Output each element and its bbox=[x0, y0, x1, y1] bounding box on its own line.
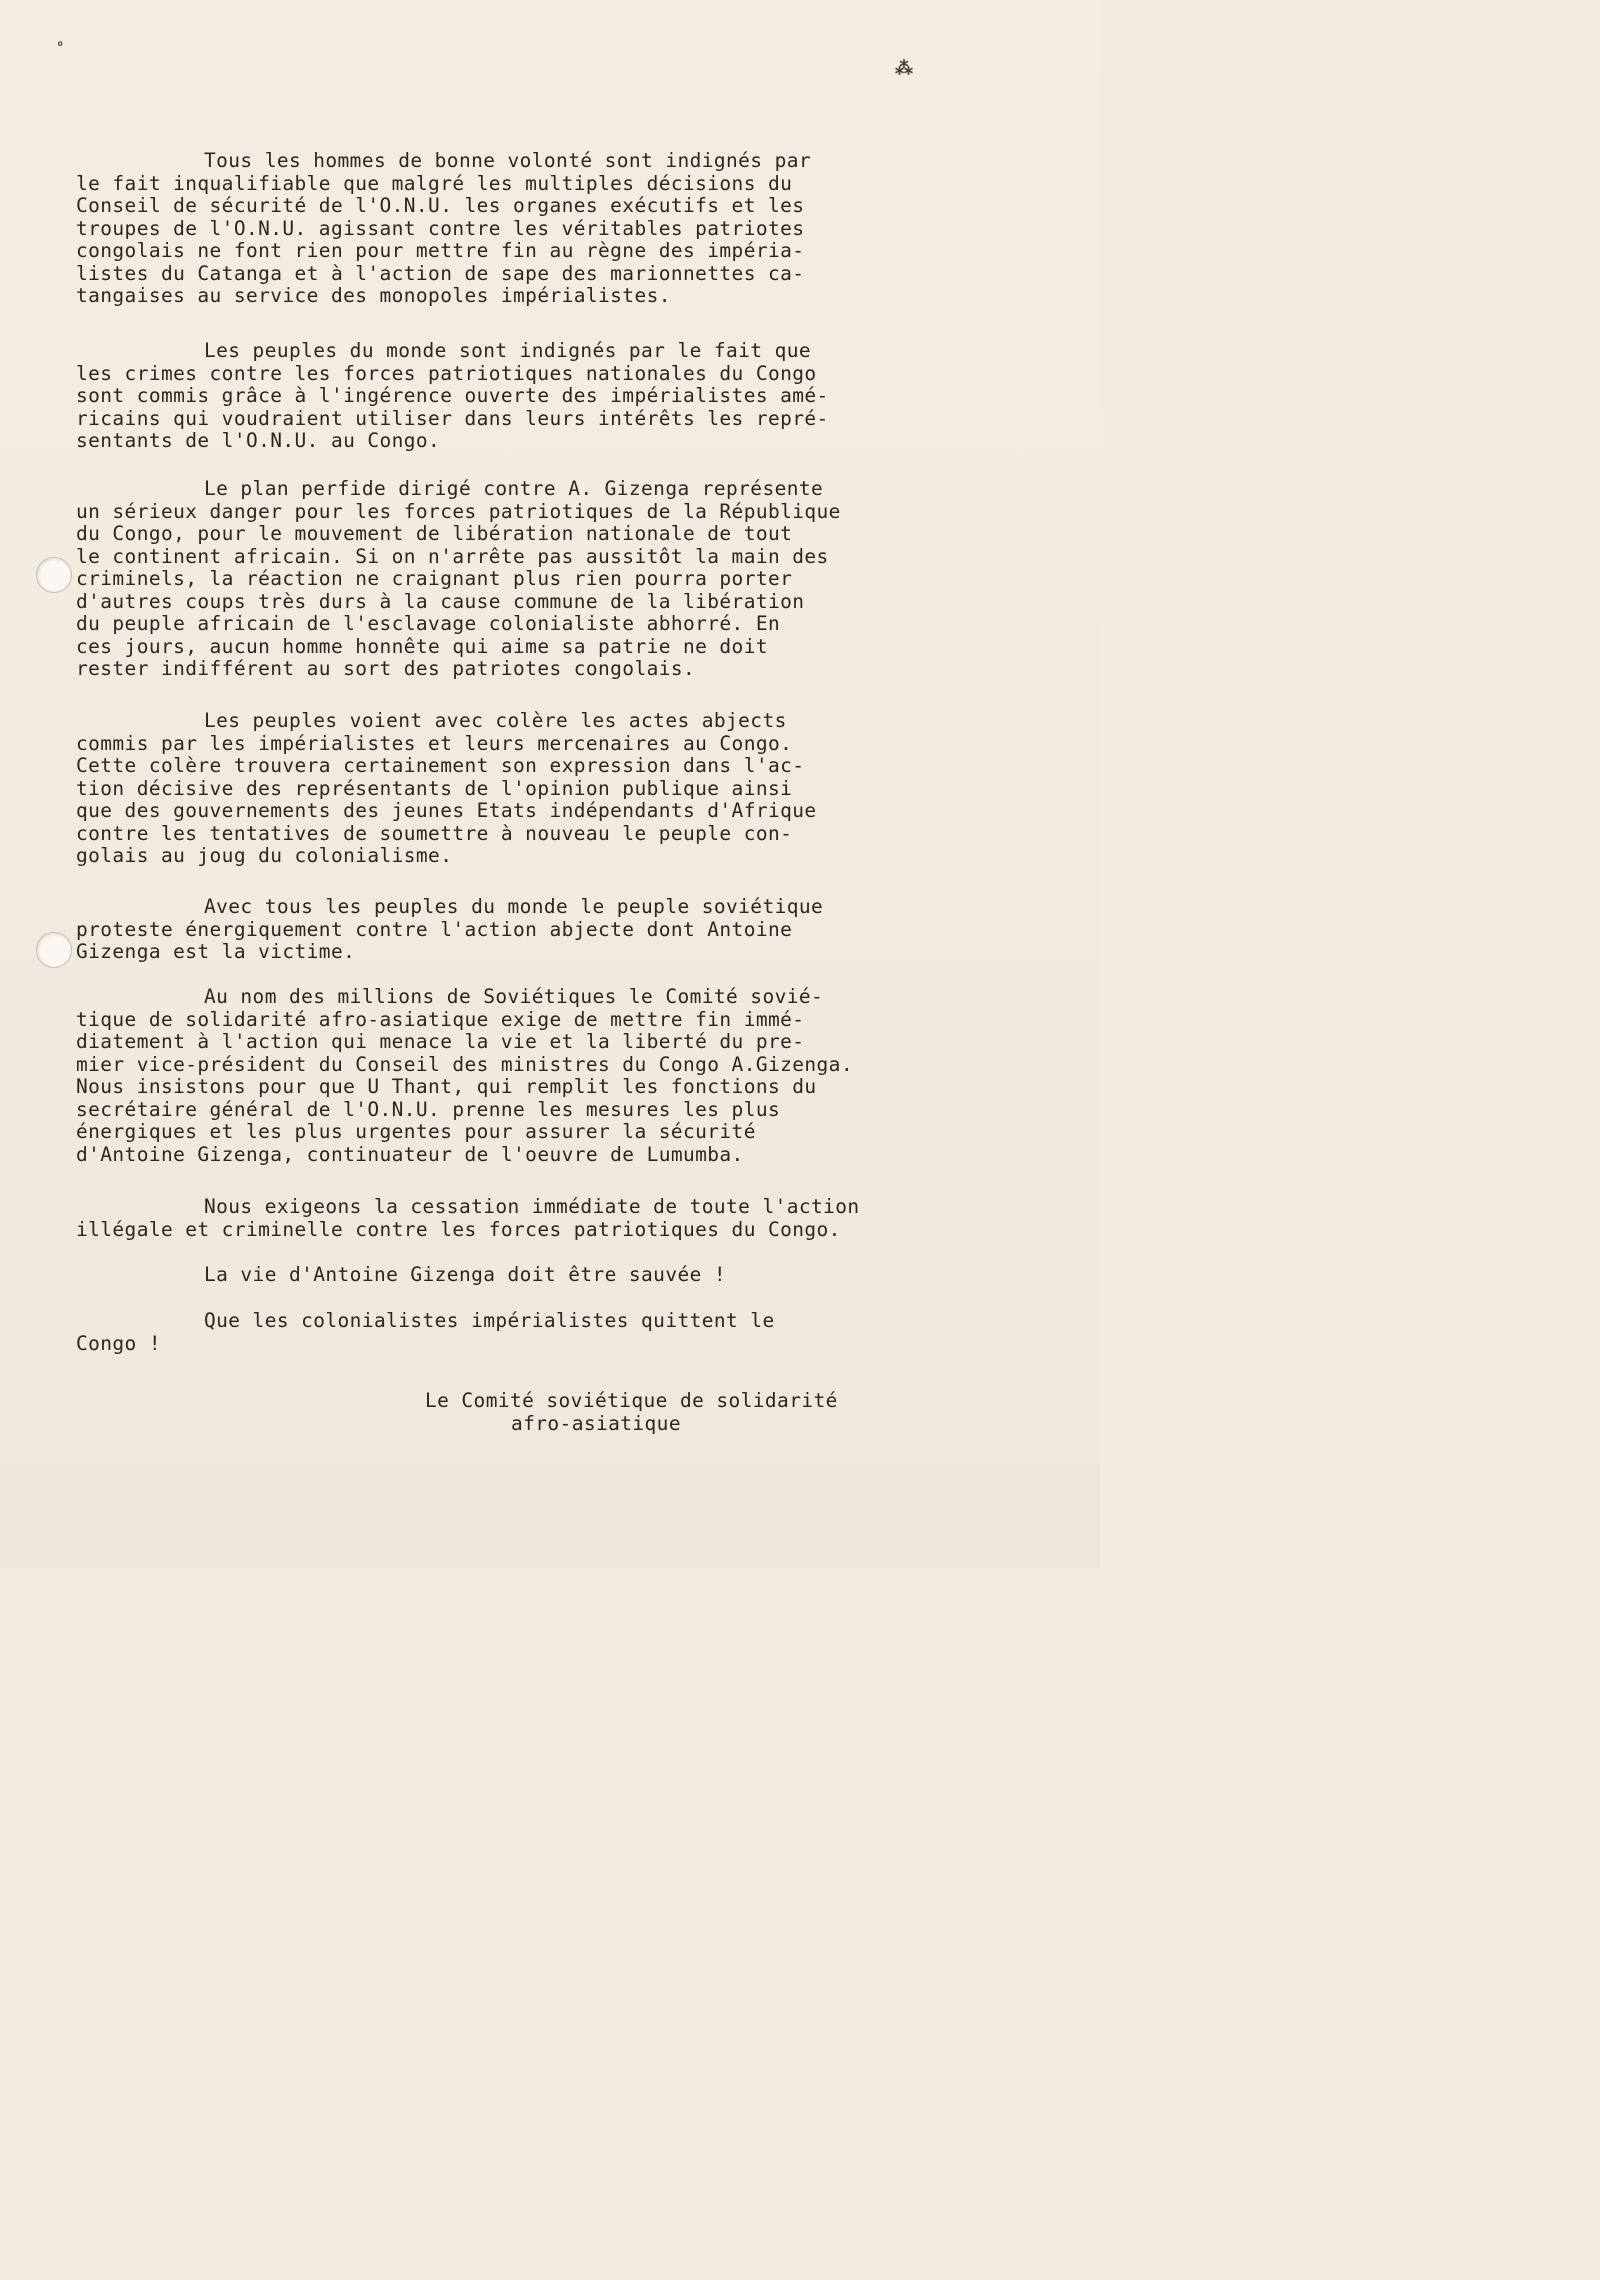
text-line: Le plan perfide dirigé contre A. Gizenga représente bbox=[204, 477, 824, 500]
document-page bbox=[0, 0, 1100, 1568]
text-line: Au nom des millions de Soviétiques le Comité sovié- bbox=[204, 985, 824, 1008]
text-line: criminels, la réaction ne craignant plus rien pourra porter bbox=[76, 567, 793, 590]
text-line: congolais ne font rien pour mettre fin au règne des impéria- bbox=[76, 239, 805, 262]
text-line: Nous exigeons la cessation immédiate de toute l'action bbox=[204, 1195, 860, 1218]
text-line: Avec tous les peuples du monde le peuple soviétique bbox=[204, 895, 824, 918]
margin-ink-mark: ° bbox=[56, 40, 65, 56]
text-line: proteste énergiquement contre l'action abjecte dont Antoine bbox=[76, 917, 793, 941]
text-line: Cette colère trouvera certainement son expression dans l'ac- bbox=[76, 754, 805, 777]
text-line: du Congo, pour le mouvement de libération nationale de tout bbox=[76, 522, 793, 545]
text-line: Conseil de sécurité de l'O.N.U. les organes exécutifs et les bbox=[76, 194, 805, 217]
text-line: troupes de l'O.N.U. agissant contre les véritables patriotes bbox=[76, 216, 805, 240]
text-line: Gizenga est la victime. bbox=[76, 940, 356, 963]
text-line: d'Antoine Gizenga, continuateur de l'oeuvre de Lumumba. bbox=[76, 1142, 744, 1166]
text-line: Congo ! bbox=[76, 1331, 161, 1355]
text-line: que des gouvernements des jeunes Etats indépendants d'Afrique bbox=[76, 799, 817, 822]
text-line: Que les colonialistes impérialistes quittent le bbox=[204, 1309, 775, 1332]
text-line: mier vice-président du Conseil des ministres du Congo A.Gizenga. bbox=[76, 1052, 853, 1076]
text-line: listes du Catanga et à l'action de sape des marionnettes ca- bbox=[76, 261, 805, 285]
text-line: illégale et criminelle contre les forces patriotiques du Congo. bbox=[76, 1217, 841, 1241]
text-line: sentants de l'O.N.U. au Congo. bbox=[76, 429, 441, 452]
text-line: ricains qui voudraient utiliser dans leurs intérêts les repré- bbox=[76, 406, 829, 430]
paragraph bbox=[76, 1264, 976, 1287]
text-line: Tous les hommes de bonne volonté sont indignés par bbox=[204, 149, 811, 172]
signature-block bbox=[425, 1390, 838, 1435]
text-line: ces jours, aucun homme honnête qui aime sa patrie ne doit bbox=[76, 634, 768, 658]
text-line: La vie d'Antoine Gizenga doit être sauvée ! bbox=[204, 1263, 727, 1286]
text-line: du peuple africain de l'esclavage colonialiste abhorré. En bbox=[76, 612, 781, 635]
text-line: Nous insistons pour que U Thant, qui remplit les fonctions du bbox=[76, 1075, 817, 1098]
text-line: tique de solidarité afro-asiatique exige de mettre fin immé- bbox=[76, 1007, 805, 1031]
signature-line: Le Comité soviétique de solidarité bbox=[425, 1389, 838, 1412]
text-line: un sérieux danger pour les forces patriotiques de la République bbox=[76, 499, 841, 523]
punch-hole bbox=[36, 932, 72, 968]
paragraph bbox=[76, 1196, 976, 1241]
paragraph bbox=[76, 986, 976, 1166]
text-line: commis par les impérialistes et leurs mercenaires au Congo. bbox=[76, 731, 793, 755]
text-line: rester indifférent au sort des patriotes congolais. bbox=[76, 657, 696, 680]
text-line: Les peuples du monde sont indignés par le fait que bbox=[204, 339, 811, 362]
text-line: golais au joug du colonialisme. bbox=[76, 844, 453, 867]
paragraph bbox=[76, 150, 976, 308]
text-line: les crimes contre les forces patriotiques nationales du Congo bbox=[76, 361, 817, 385]
paragraph bbox=[76, 478, 976, 681]
text-line: le fait inqualifiable que malgré les multiples décisions du bbox=[76, 171, 793, 195]
text-line: diatement à l'action qui menace la vie et la liberté du pre- bbox=[76, 1030, 805, 1053]
text-line: sont commis grâce à l'ingérence ouverte des impérialistes amé- bbox=[76, 384, 829, 407]
text-line: tion décisive des représentants de l'opinion publique ainsi bbox=[76, 776, 793, 800]
paragraph bbox=[76, 1310, 976, 1355]
text-line: tangaises au service des monopoles impérialistes. bbox=[76, 284, 671, 307]
text-line: le continent africain. Si on n'arrête pas aussitôt la main des bbox=[76, 544, 829, 568]
text-line: énergiques et les plus urgentes pour assurer la sécurité bbox=[76, 1120, 756, 1143]
paragraph bbox=[76, 896, 976, 964]
text-line: Les peuples voient avec colère les actes abjects bbox=[204, 709, 787, 732]
text-line: d'autres coups très durs à la cause commune de la libération bbox=[76, 589, 805, 613]
signature-line: afro-asiatique bbox=[511, 1411, 681, 1435]
text-line: contre les tentatives de soumettre à nouveau le peuple con- bbox=[76, 821, 793, 845]
page-marker: ⁂ bbox=[895, 58, 913, 79]
text-line: secrétaire général de l'O.N.U. prenne les mesures les plus bbox=[76, 1097, 781, 1121]
paragraph bbox=[76, 710, 976, 868]
punch-hole bbox=[36, 557, 72, 593]
paragraph bbox=[76, 340, 976, 453]
